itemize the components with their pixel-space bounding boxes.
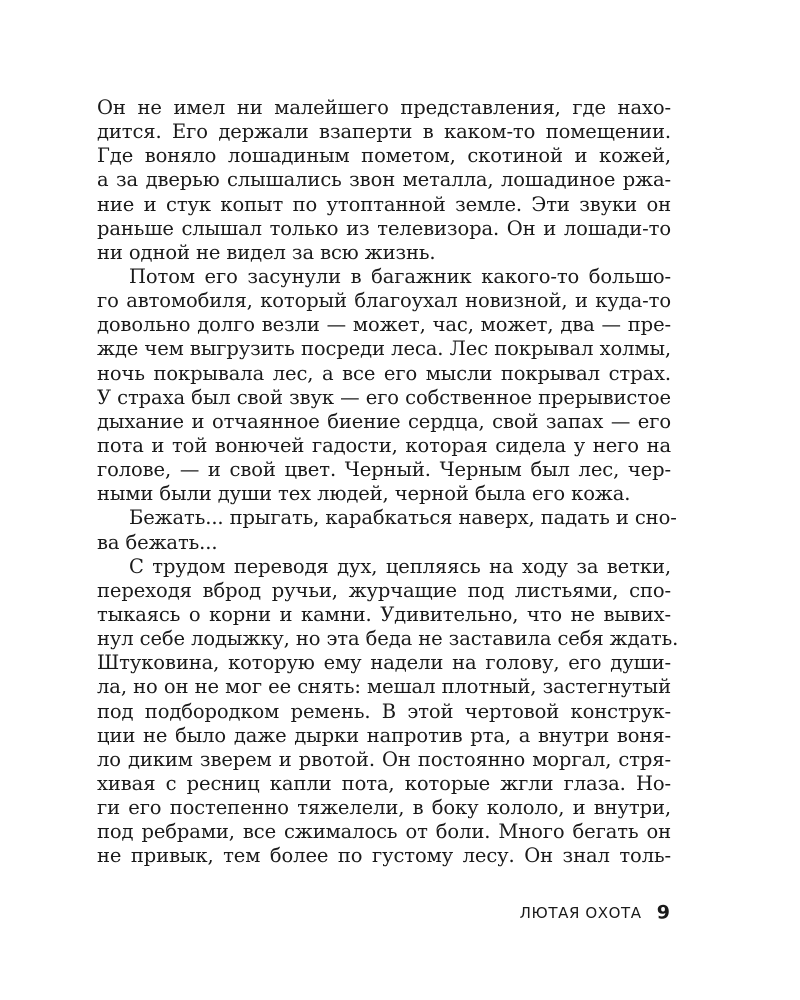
text-line: Бежать... прыгать, карабкаться наверх, падать и сно- (129, 506, 677, 530)
text-line: пота и той вонючей гадости, которая сидела у него на (97, 433, 671, 457)
text-line: дыхание и отчаянное биение сердца, свой запах — его (97, 409, 671, 433)
text-line: ни одной не видел за всю жизнь. (97, 240, 436, 264)
text-line: ла, но он не мог ее снять: мешал плотный, застегнутый (97, 675, 671, 699)
text-line: а за дверью слышались звон металла, лошадиное ржа- (97, 168, 671, 192)
text-line: С трудом переводя дух, цепляясь на ходу за ветки, (129, 554, 671, 578)
running-title: ЛЮТАЯ ОХОТА (519, 903, 642, 922)
text-line: довольно долго везли — может, час, может, два — пре- (97, 313, 671, 337)
text-line: голове, — и свой цвет. Черный. Черным был лес, чер- (97, 458, 671, 482)
text-line: ными были души тех людей, черной была его кожа. (97, 482, 631, 506)
text-line: под ребрами, все сжималось от боли. Много бегать он (97, 820, 671, 844)
text-line: го автомобиля, который благоухал новизной, и куда-то (97, 289, 671, 313)
text-line: Где воняло лошадиным пометом, скотиной и кожей, (97, 144, 671, 168)
text-line: дится. Его держали взаперти в каком-то помещении. (97, 120, 671, 144)
text-line: не привык, тем более по густому лесу. Он знал толь- (97, 844, 671, 868)
text-line: ночь покрывала лес, а все его мысли покрывал страх. (97, 361, 671, 385)
text-line: Он не имел ни малейшего представления, где нахо- (97, 96, 671, 119)
text-line: тыкаясь о корни и камни. Удивительно, что не вывих- (97, 602, 671, 626)
text-line: ва бежать... (97, 530, 218, 554)
text-line: ги его постепенно тяжелели, в боку кололо, и внутри, (97, 796, 671, 820)
text-line: под подбородком ремень. В этой чертовой конструк- (97, 699, 671, 723)
text-line: ло диким зверем и рвотой. Он постоянно моргал, стря- (97, 747, 671, 771)
text-line: раньше слышал только из телевизора. Он и лошади-то (97, 216, 671, 240)
text-line: нул себе лодыжку, но эта беда не заставила себя ждать. (97, 627, 679, 651)
text-line: Штуковина, которую ему надели на голову, его души- (97, 651, 671, 675)
text-line: хивая с ресниц капли пота, которые жгли глаза. Но- (97, 771, 671, 795)
text-line: ние и стук копыт по утоптанной земле. Эти звуки он (97, 192, 671, 216)
body-text (97, 96, 679, 869)
text-line: жде чем выгрузить посреди леса. Лес покрывал холмы, (97, 337, 671, 361)
text-line: У страха был свой звук — его собственное прерывистое (97, 385, 671, 409)
page-footer (520, 900, 670, 924)
text-line: Потом его засунули в багажник какого-то большо- (129, 264, 671, 288)
page-number: 9 (656, 901, 670, 924)
text-line: ции не было даже дырки напротив рта, а внутри воня- (97, 723, 671, 747)
text-line: переходя вброд ручьи, журчащие под листьями, спо- (97, 578, 671, 602)
